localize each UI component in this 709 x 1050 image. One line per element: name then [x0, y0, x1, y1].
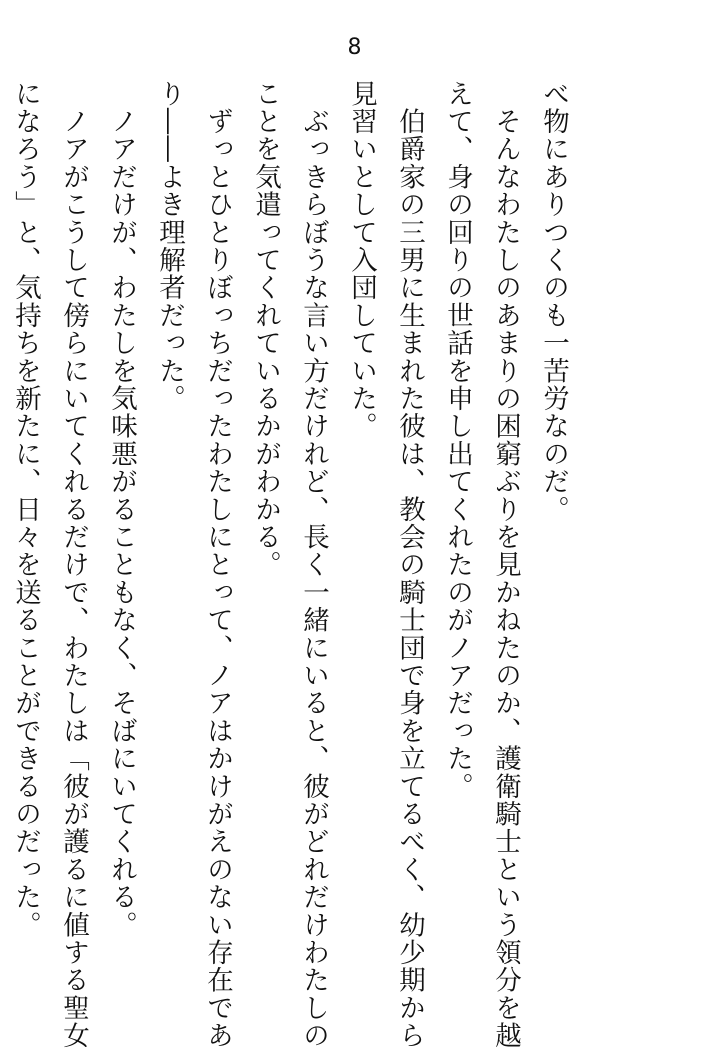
- vertical-text-body: [10, 80, 577, 1050]
- text-line: べ物にありつくのも一苦労なのだ。: [538, 80, 569, 524]
- text-line: になろう」と、気持ちを新たに、日々を送ることができるのだった。: [10, 80, 41, 939]
- text-line: り――よき理解者だった。: [154, 80, 185, 413]
- page-number: 8: [347, 35, 362, 60]
- text-line: 見習いとして入団していた。: [346, 80, 377, 441]
- text-line: えて、身の回りの世話を申し出てくれたのがノアだった。: [442, 80, 473, 801]
- text-line: ノアがこうして傍らにいてくれるだけで、わたしは「彼が護るに値する聖女: [58, 80, 89, 1050]
- text-line: そんなわたしのあまりの困窮ぶりを見かねたのか、護衛騎士という領分を越: [490, 80, 521, 1050]
- text-line: ことを気遣ってくれているかがわかる。: [250, 80, 281, 579]
- text-line: ぶっきらぼうな言い方だけれど、長く一緒にいると、彼がどれだけわたしの: [298, 80, 329, 1050]
- text-line: ノアだけが、わたしを気味悪がることもなく、そばにいてくれる。: [106, 80, 137, 939]
- text-line: ずっとひとりぼっちだったわたしにとって、ノアはかけがえのない存在であ: [202, 80, 233, 1050]
- text-line: 伯爵家の三男に生まれた彼は、教会の騎士団で身を立てるべく、幼少期から: [394, 80, 425, 1050]
